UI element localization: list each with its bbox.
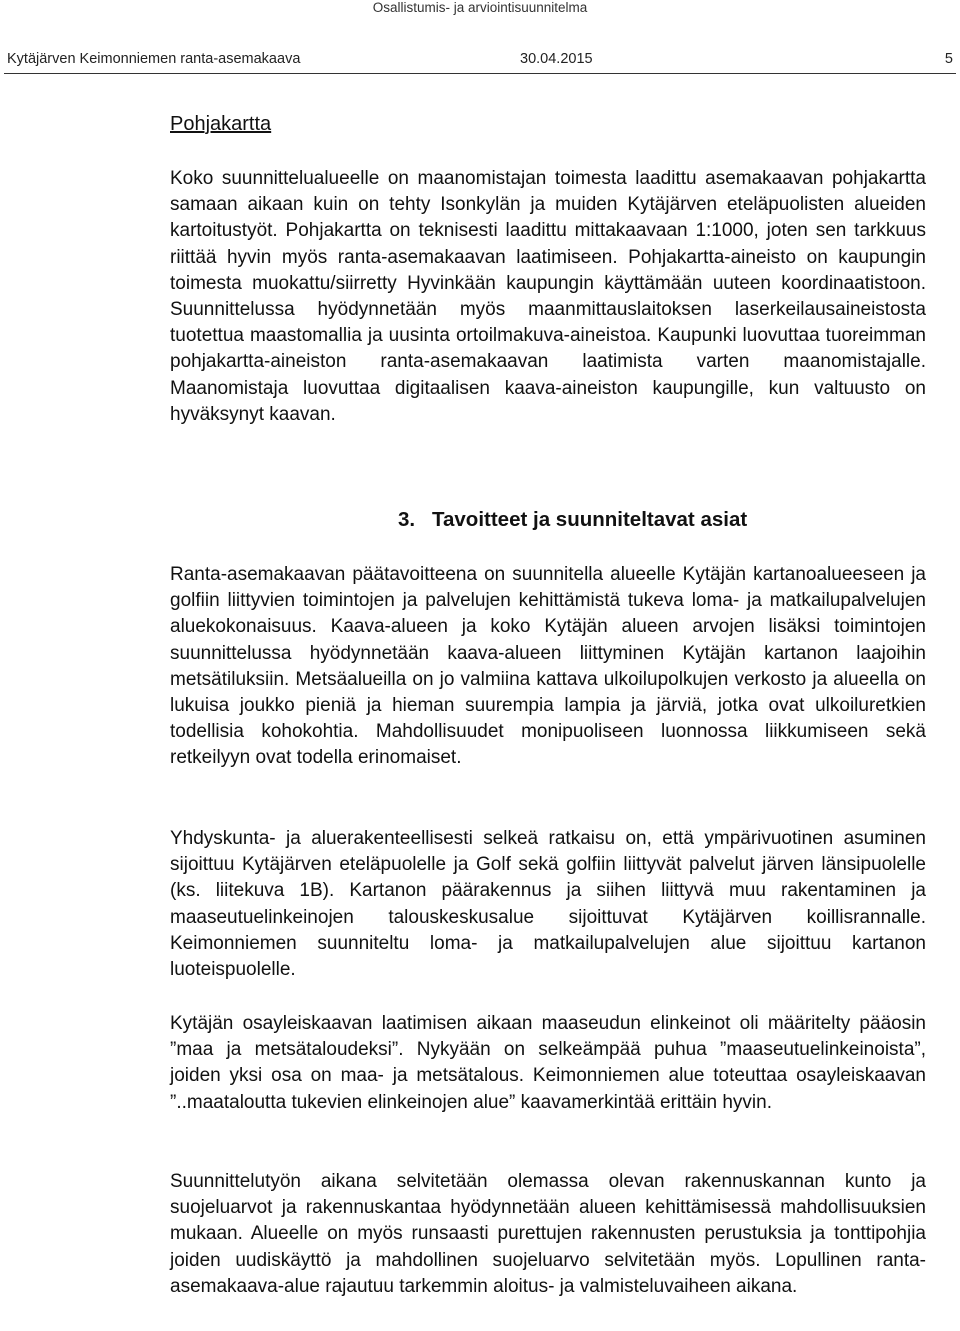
section-title-pohjakartta: Pohjakartta <box>170 113 272 135</box>
document-date: 30.04.2015 <box>520 51 593 67</box>
document-title: Kytäjärven Keimonniemen ranta-asemakaava <box>7 51 301 67</box>
paragraph-goals-3: Kytäjän osayleiskaavan laatimisen aikaan maaseudun elinkeinot oli määritelty pääosin ”maa ja metsätaloudeksi”. Nykyään on selkeämpää puhua ”maaseutuelinkeinoista”, joiden yksi osa on maa- ja metsätalous. Keimonniemen alue toteuttaa osayleiskaavan ”..maataloutta tukevien elinkeinojen alue” kaavamerkintää erittäin hyvin. <box>170 1013 926 1113</box>
document-type-header: Osallistumis- ja arviointisuunnitelma <box>372 0 588 15</box>
paragraph-pohjakartta: Koko suunnittelualueelle on maanomistajan toimesta laadittu asemakaavan pohjakartta samaan aikaan kuin on tehty Isonkylän ja muiden Kytäjärven eteläpuolisten alueiden kartoitustyöt. Pohjakartta on teknisesti laadittu mittakaavaan 1:1000, joten sen tarkkuus riittää hyvin myös ranta-asemakaavan laatimiseen. Pohjakartta-aineisto on kaupungin toimesta muokattu/siirretty Hyvinkään kaupungin käyttämään uuteen koordinaatistoon. Suunnittelussa hyödynnetään myös maanmittauslaitoksen laserkeilausaineistosta tuotettua maastomallia ja uusinta ortoilmakuva-aineistoa. Kaupunki luovuttaa tuoreimman pohjakartta-aineiston ranta-asemakaavan laatimista varten maanomistajalle. Maanomistaja luovuttaa digitaalisen kaava-aineiston kaupungille, kun valtuusto on hyväksynyt kaavan. <box>170 168 926 425</box>
section-heading: Tavoitteet ja suunniteltavat asiat <box>432 508 748 531</box>
header-divider <box>4 73 956 74</box>
paragraph-goals-2: Yhdyskunta- ja aluerakenteellisesti selkeä ratkaisu on, että ympärivuotinen asuminen sijoittuu Kytäjärven eteläpuolelle ja Golf sekä golfiin liittyvät palvelut järven länsipuolelle (ks. liitekuva 1B). Kartanon päärakennus ja siihen liittyvä muu rakentaminen ja maaseutuelinkeinojen talouskeskusalue sijoittuvat Kytäjärven koillisrannalle. Keimonniemen suunniteltu loma- ja matkailupalvelujen alue sijoittuu kartanon luoteispuolelle. <box>170 828 926 981</box>
page-number: 5 <box>944 51 953 67</box>
section-number: 3. <box>398 508 416 531</box>
paragraph-goals-1: Ranta-asemakaavan päätavoitteena on suunnitella alueelle Kytäjän kartanoalueeseen ja golfiin liittyvien toimintojen ja palvelujen kehittämistä tukeva loma- ja matkailupalvelujen aluekokonaisuus. Kaava-alueen ja koko Kytäjän alueen arvojen lisäksi toimintojen suunnittelussa hyödynnetään kaava-alueen liittyminen Kytäjän kartanon laajoihin metsätiluksiin. Metsäalueilla on jo valmiina kattava ulkoilupolkujen verkosto ja alueella on lukuisa joukko pieniä ja hieman suurempia lampia ja järviä, jotka ovat ulkoiluretkien todellisia kohokohtia. Mahdollisuudet monipuoliseen luonnossa liikkumiseen sekä retkeilyyn ovat todella erinomaiset. <box>170 564 926 769</box>
paragraph-goals-4: Suunnittelutyön aikana selvitetään olemassa olevan rakennuskannan kunto ja suojeluarvot ja rakennuskantaa hyödynnetään alueen kehittämisessä mahdollisuuksien mukaan. Alueelle on myös runsaasti purettujen rakennusten perustuksia ja tonttipohjia joiden uudiskäyttö ja mahdollinen suojeluarvo selvitetään myös. Lopullinen ranta-asemakaava-alue rajautuu tarkemmin aloitus- ja valmisteluvaiheen aikana. <box>170 1171 926 1297</box>
